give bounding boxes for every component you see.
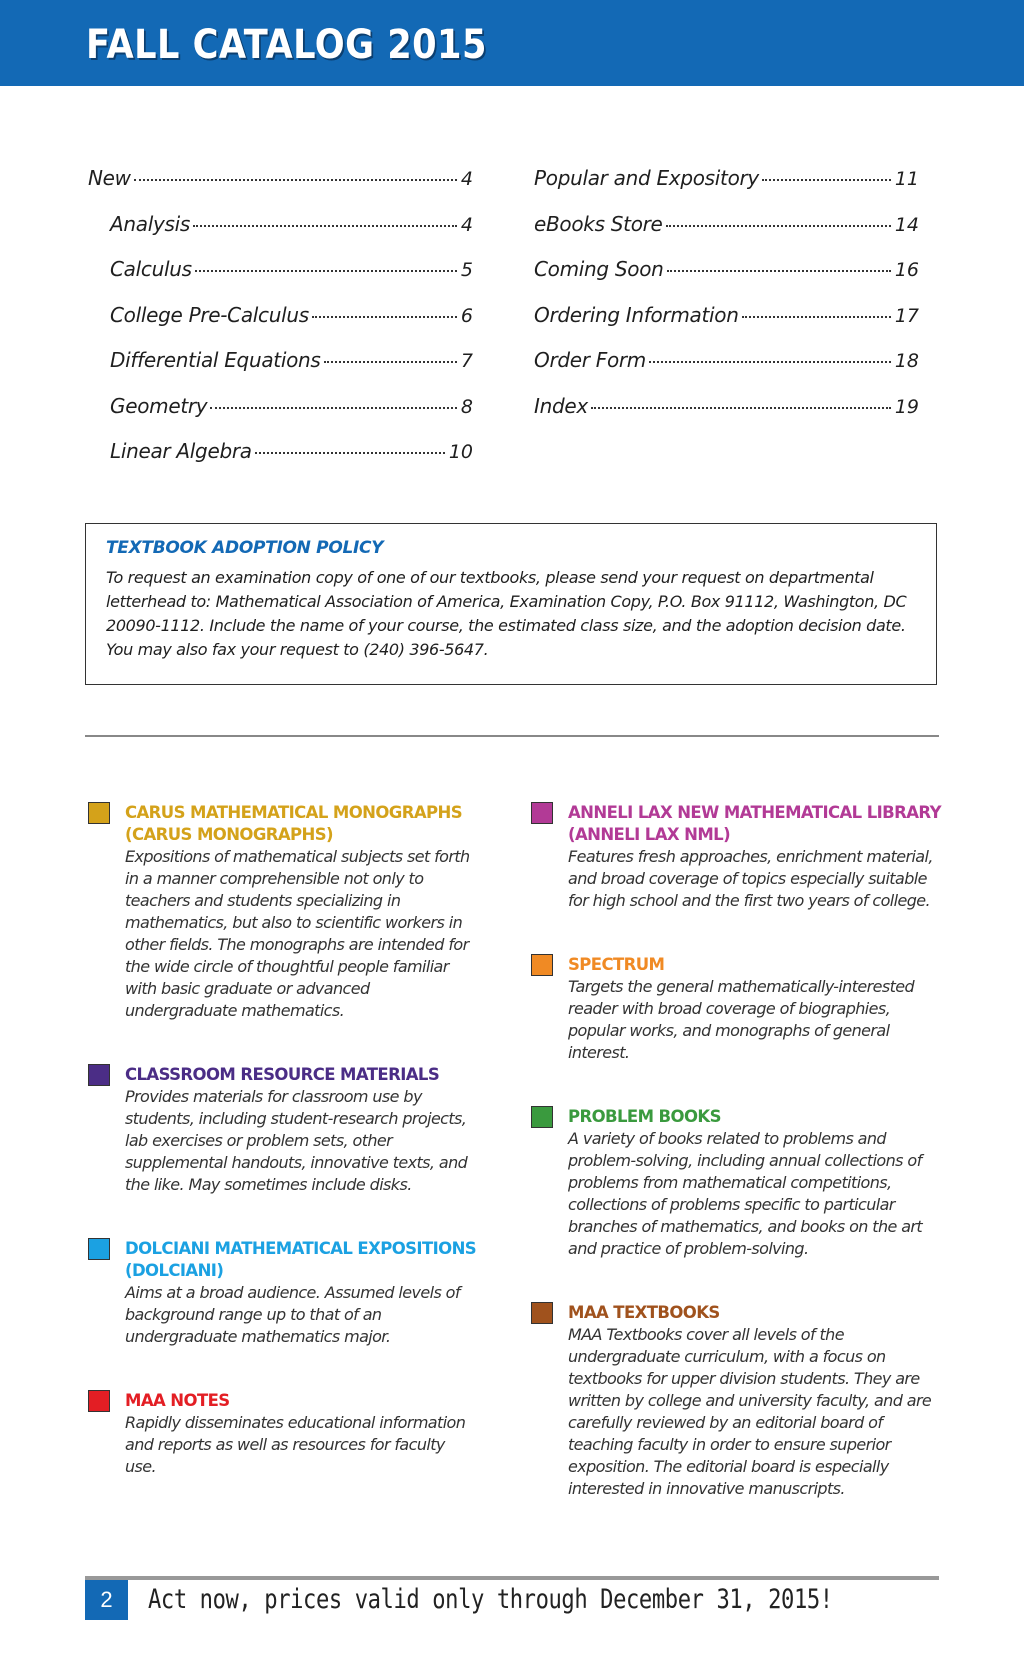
- toc-entry-label: New: [88, 166, 131, 190]
- toc-entry-ebooks-store[interactable]: [534, 212, 919, 258]
- toc-entry-label: Differential Equations: [110, 348, 321, 372]
- toc-entry-linear-algebra[interactable]: [88, 439, 473, 485]
- series-title: PROBLEM BOOKS: [568, 1107, 721, 1126]
- header-banner: [0, 0, 1024, 86]
- series-left-column: [88, 802, 478, 1478]
- toc-entry-popular-and-expository[interactable]: [534, 166, 919, 212]
- toc-dot-leader: [324, 361, 457, 363]
- page-number: 2: [85, 1580, 128, 1620]
- toc-entry-calculus[interactable]: [88, 257, 473, 303]
- toc-entry-label: Linear Algebra: [110, 439, 252, 463]
- series-description: Provides materials for classroom use by students, including student-research projects, lab exercises or problem sets, other supplemental handouts, innovative texts, and the like. May sometimes include disks.: [125, 1087, 468, 1194]
- toc-entry-page: 17: [894, 304, 919, 327]
- series-description: MAA Textbooks cover all levels of the undergraduate curriculum, with a focus on textbooks for upper division students. They are written by college and university faculty, and are carefully reviewed by an editorial board of teaching faculty in order to ensure superior exposition. The editorial board is especially interested in innovative manuscripts.: [568, 1325, 932, 1498]
- toc-entry-page: 11: [894, 168, 919, 190]
- series-color-swatch: [88, 1064, 110, 1086]
- toc-entry-page: 19: [894, 395, 919, 418]
- toc-entry-differential-equations[interactable]: [88, 348, 473, 394]
- series-color-swatch: [531, 802, 553, 824]
- toc-entry-page: 10: [448, 441, 473, 463]
- policy-text: To request an examination copy of one of our textbooks, please send your request on departmental letterhead to: Mathematical Association of America, Examination Copy, P.O. Box 91112, Washington, DC 20090-1112. Include the name of your course, the estimated class size, and the adoption decision date. You may also fax your request to (240) 396-5647.: [106, 568, 907, 659]
- series-color-swatch: [88, 1238, 110, 1260]
- toc-entry-geometry[interactable]: [88, 394, 473, 440]
- series-spectrum: [531, 954, 941, 1064]
- toc-dot-leader: [667, 270, 891, 272]
- series-description: Expositions of mathematical subjects set forth in a manner comprehensible not only to teachers and students specializing in mathematics, but also to scientific workers in other fields. The monographs are intended for the wide circle of thoughtful people familiar with basic graduate or advanced undergraduate mathematics.: [125, 847, 470, 1020]
- toc-entry-new[interactable]: [88, 166, 473, 212]
- series-problem-books: [531, 1106, 941, 1260]
- series-description: Features fresh approaches, enrichment material, and broad coverage of topics especially suitable for high school and the first two years of college.: [568, 847, 933, 910]
- series-right-column: [531, 802, 941, 1500]
- series-description: Rapidly disseminates educational information and reports as well as resources for faculty use.: [125, 1413, 466, 1476]
- series-title: MAA TEXTBOOKS: [568, 1303, 720, 1322]
- toc-dot-leader: [193, 225, 457, 227]
- series-description: A variety of books related to problems and problem-solving, including annual collections of problems from mathematical competitions, collections of problems specific to particular branches of mathematics, and books on the art and practice of problem-solving.: [568, 1129, 923, 1258]
- series-color-swatch: [531, 1302, 553, 1324]
- toc-entry-order-form[interactable]: [534, 348, 919, 394]
- toc-dot-leader: [649, 361, 891, 363]
- footer-promo-text: Act now, prices valid only through December 31, 2015!: [148, 1584, 833, 1615]
- series-color-swatch: [531, 1106, 553, 1128]
- toc-dot-leader: [134, 179, 457, 181]
- toc-entry-label: Analysis: [110, 211, 191, 236]
- section-divider: [85, 735, 939, 737]
- toc-entry-page: 6: [460, 304, 473, 327]
- toc-dot-leader: [312, 316, 457, 318]
- toc-dot-leader: [195, 270, 457, 272]
- series-description: Aims at a broad audience. Assumed levels of background range up to that of an undergraduate mathematics major.: [125, 1283, 460, 1346]
- toc-entry-label: eBooks Store: [534, 211, 663, 236]
- toc-entry-ordering-information[interactable]: [534, 303, 919, 349]
- toc-entry-page: 16: [894, 259, 919, 281]
- toc-dot-leader: [591, 407, 891, 409]
- toc-entry-page: 18: [894, 350, 919, 372]
- toc-entry-page: 4: [460, 168, 473, 190]
- toc-entry-label: Order Form: [534, 348, 646, 372]
- toc-dot-leader: [742, 316, 891, 318]
- toc-dot-leader: [255, 452, 445, 454]
- toc-entry-page: 4: [460, 213, 473, 236]
- series-title: MAA NOTES: [125, 1391, 230, 1410]
- toc-entry-page: 5: [460, 259, 473, 281]
- toc-entry-index[interactable]: [534, 394, 919, 440]
- series-dolciani-mathematical-expositions: [88, 1238, 478, 1348]
- toc-entry-analysis[interactable]: [88, 212, 473, 258]
- textbook-adoption-policy-box: [85, 523, 937, 685]
- series-color-swatch: [88, 1390, 110, 1412]
- toc-entry-label: Calculus: [110, 257, 192, 281]
- series-title: SPECTRUM: [568, 955, 665, 974]
- series-color-swatch: [88, 802, 110, 824]
- toc-dot-leader: [666, 225, 891, 227]
- toc-entry-label: Index: [534, 393, 588, 418]
- series-title: CARUS MATHEMATICAL MONOGRAPHS (CARUS MONOGRAPHS): [125, 803, 462, 844]
- series-maa-notes: [88, 1390, 478, 1478]
- toc-entry-label: Geometry: [110, 393, 208, 418]
- series-description: Targets the general mathematically-interested reader with broad coverage of biographies, popular works, and monographs of general interest.: [568, 977, 915, 1062]
- toc-entry-coming-soon[interactable]: [534, 257, 919, 303]
- toc-entry-label: Popular and Expository: [534, 166, 759, 190]
- toc-entry-college-pre-calculus[interactable]: [88, 303, 473, 349]
- toc-dot-leader: [762, 179, 891, 181]
- toc-entry-page: 7: [460, 350, 473, 372]
- series-title: CLASSROOM RESOURCE MATERIALS: [125, 1065, 440, 1084]
- policy-title: TEXTBOOK ADOPTION POLICY: [106, 538, 384, 558]
- toc-entry-label: Coming Soon: [534, 257, 664, 281]
- series-classroom-resource-materials: [88, 1064, 478, 1196]
- series-carus-mathematical-monographs: [88, 802, 478, 1022]
- series-anneli-lax-new-mathematical-library: [531, 802, 941, 912]
- series-color-swatch: [531, 954, 553, 976]
- toc-left-column: [88, 166, 473, 485]
- toc-entry-label: College Pre-Calculus: [110, 302, 309, 327]
- toc-dot-leader: [210, 407, 457, 409]
- toc-entry-page: 14: [894, 213, 919, 236]
- series-maa-textbooks: [531, 1302, 941, 1500]
- toc-entry-page: 8: [460, 395, 473, 418]
- catalog-title: FALL CATALOG 2015: [86, 22, 487, 68]
- toc-right-column: [534, 166, 919, 439]
- toc-entry-label: Ordering Information: [534, 302, 739, 327]
- series-title: ANNELI LAX NEW MATHEMATICAL LIBRARY (ANNELI LAX NML): [568, 803, 941, 844]
- series-title: DOLCIANI MATHEMATICAL EXPOSITIONS (DOLCIANI): [125, 1239, 477, 1280]
